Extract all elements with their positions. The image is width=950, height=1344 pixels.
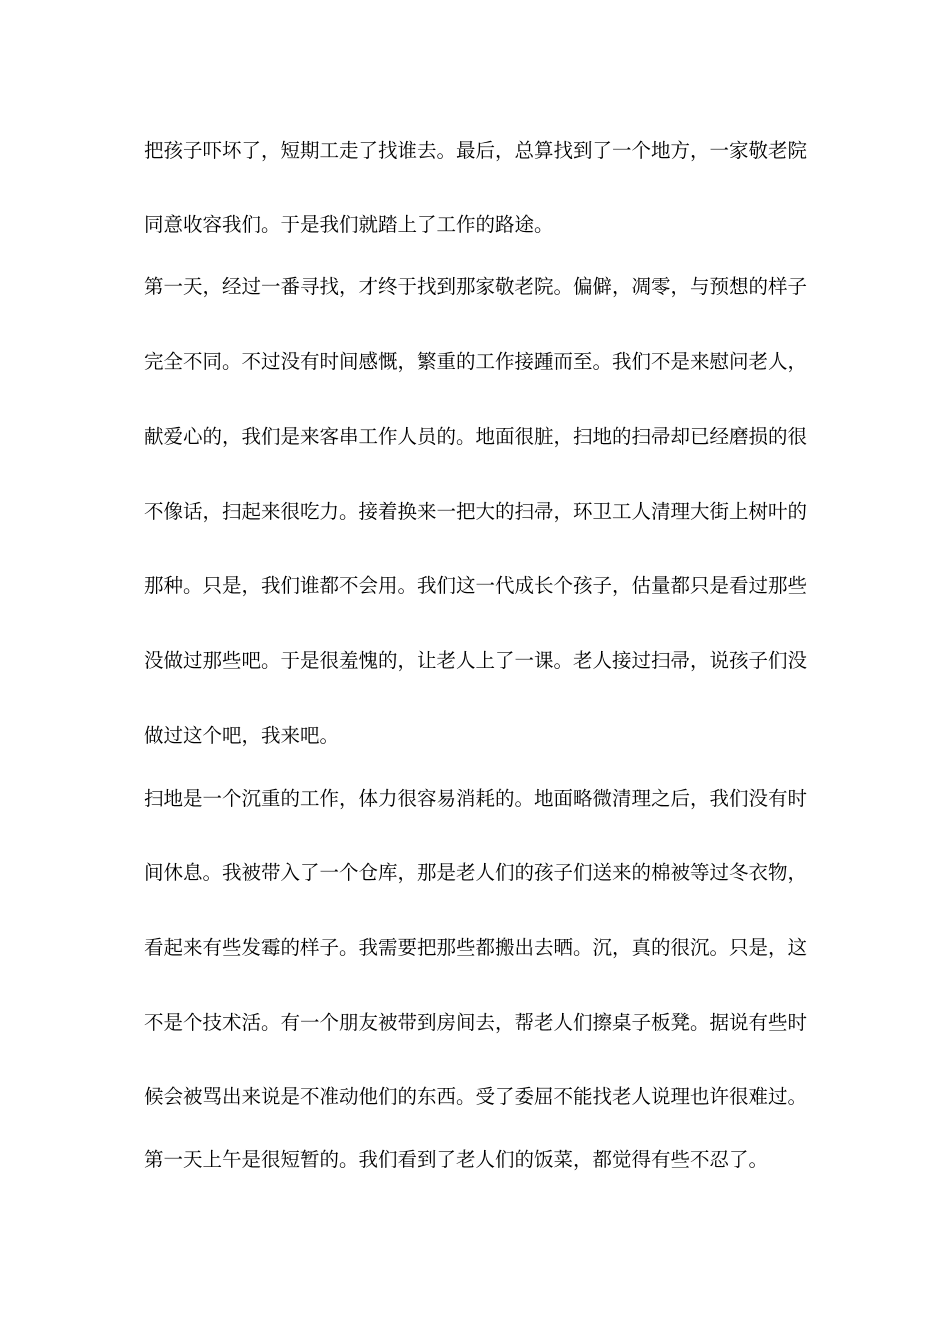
text-line: 看起来有些发霉的样子。我需要把那些都搬出去晒。沉，真的很沉。只是，这 bbox=[144, 936, 808, 959]
text-line: 做过这个吧，我来吧。 bbox=[144, 724, 340, 747]
text-line: 同意收容我们。于是我们就踏上了工作的路途。 bbox=[144, 213, 554, 236]
text-line: 那种。只是，我们谁都不会用。我们这一代成长个孩子，估量都只是看过那些 bbox=[144, 574, 808, 597]
text-line: 完全不同。不过没有时间感慨，繁重的工作接踵而至。我们不是来慰问老人， bbox=[144, 350, 808, 373]
text-line: 不是个技术活。有一个朋友被带到房间去，帮老人们擦桌子板凳。据说有些时 bbox=[144, 1011, 808, 1034]
text-line: 间休息。我被带入了一个仓库，那是老人们的孩子们送来的棉被等过冬衣物， bbox=[144, 861, 808, 884]
text-line: 候会被骂出来说是不准动他们的东西。受了委屈不能找老人说理也许很难过。 bbox=[144, 1085, 808, 1108]
text-line: 扫地是一个沉重的工作，体力很容易消耗的。地面略微清理之后，我们没有时 bbox=[144, 787, 808, 810]
text-line: 把孩子吓坏了，短期工走了找谁去。最后，总算找到了一个地方，一家敬老院 bbox=[144, 139, 808, 162]
text-line: 献爱心的，我们是来客串工作人员的。地面很脏，扫地的扫帚却已经磨损的很 bbox=[144, 425, 808, 448]
text-line: 第一天上午是很短暂的。我们看到了老人们的饭菜，都觉得有些不忍了。 bbox=[144, 1148, 769, 1171]
text-line: 不像话，扫起来很吃力。接着换来一把大的扫帚，环卫工人清理大街上树叶的 bbox=[144, 500, 808, 523]
text-line: 第一天，经过一番寻找，才终于找到那家敬老院。偏僻，凋零，与预想的样子 bbox=[144, 275, 808, 298]
text-line: 没做过那些吧。于是很羞愧的，让老人上了一课。老人接过扫帚，说孩子们没 bbox=[144, 649, 808, 672]
